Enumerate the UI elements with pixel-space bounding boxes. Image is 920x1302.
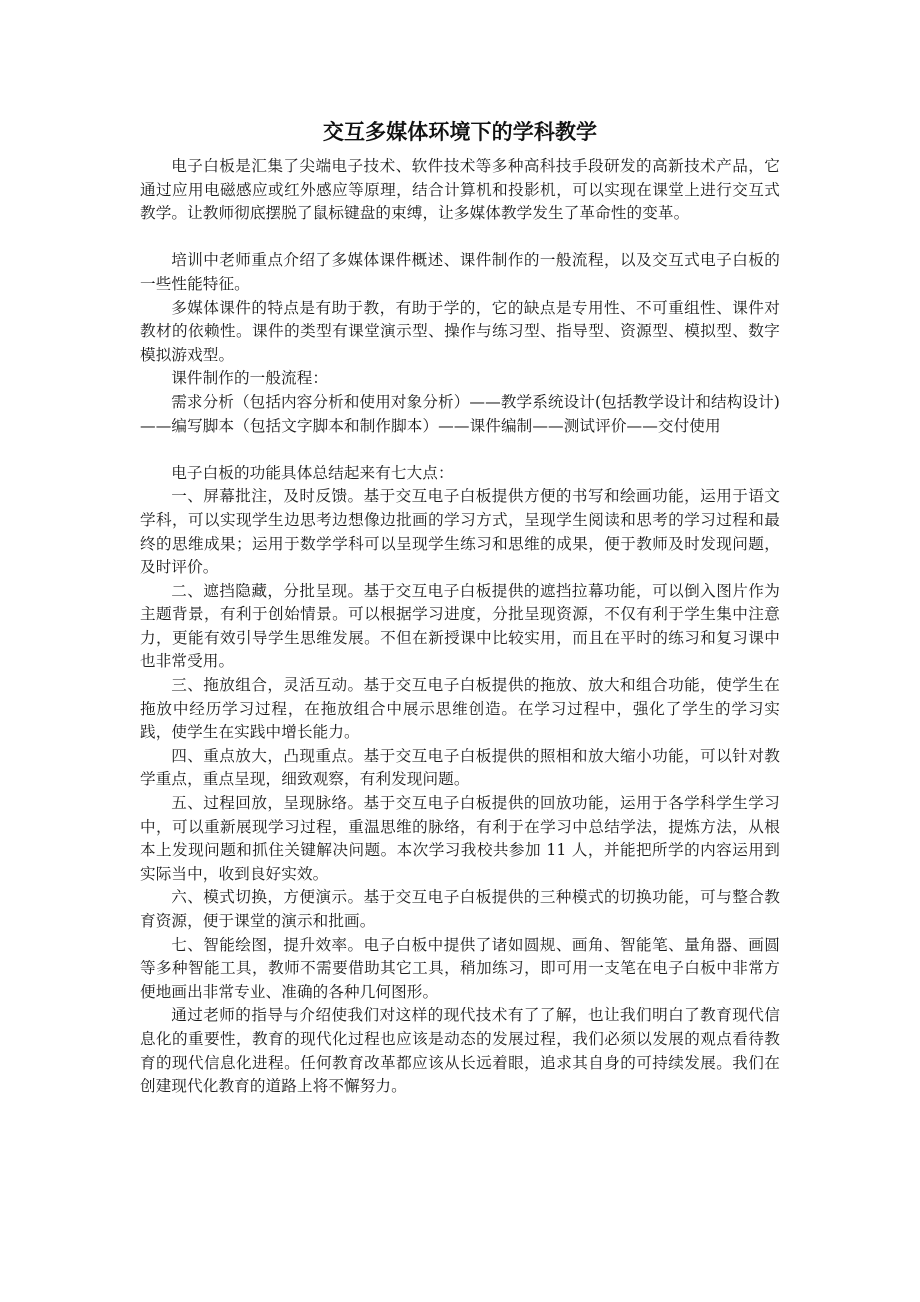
paragraph-function-2: 二、遮挡隐藏，分批呈现。基于交互电子白板提供的遮挡拉幕功能，可以倒入图片作为主题背景，有利于创始情景。可以根据学习进度，分批呈现资源，不仅有利于学生集中注意力，更能有效引导学生思维发展。不但在新授课中比较实用，而且在平时的练习和复习课中也非常受用。 xyxy=(140,581,780,671)
paragraph-functions-heading: 电子白板的功能具体总结起来有七大点： xyxy=(171,463,454,482)
paragraph-courseware-features: 多媒体课件的特点是有助于教，有助于学的，它的缺点是专用性、不可重组性、课件对教材的依赖性。课件的类型有课堂演示型、操作与练习型、指导型、资源型、模拟型、数字模拟游戏型。 xyxy=(140,298,780,364)
paragraph-process-steps: 需求分析（包括内容分析和使用对象分析）——教学系统设计(包括教学设计和结构设计)——编写脚本（包括文字脚本和制作脚本）——课件编制——测试评价——交付使用 xyxy=(140,392,780,435)
paragraph-intro: 电子白板是汇集了尖端电子技术、软件技术等多种高科技手段研发的高新技术产品，它通过应用电磁感应或红外感应等原理，结合计算机和投影机，可以实现在课堂上进行交互式教学。让教师彻底摆脱了鼠标键盘的束缚，让多媒体教学发生了革命性的变革。 xyxy=(140,157,780,223)
paragraph-function-5: 五、过程回放，呈现脉络。基于交互电子白板提供的回放功能，运用于各学科学生学习中，可以重新展现学习过程，重温思维的脉络，有利于在学习中总结学法，提炼方法，从根本上发现问题和抓住关键解决问题。本次学习我校共参加 11 人，并能把所学的内容运用到实际当中，收到良好实效。 xyxy=(140,794,780,883)
blank-line xyxy=(140,438,780,462)
paragraph-conclusion: 通过老师的指导与介绍使我们对这样的现代技术有了了解，也让我们明白了教育现代信息化的重要性，教育的现代化过程也应该是动态的发展过程，我们必须以发展的观点看待教育的现代信息化进程。任何教育改革都应该从长远着眼，追求其自身的可持续发展。我们在创建现代化教育的道路上将不懈努力。 xyxy=(140,1006,780,1096)
paragraph-function-6: 六、模式切换，方便演示。基于交互电子白板提供的三种模式的切换功能，可与整合教育资源，便于课堂的演示和批画。 xyxy=(140,888,780,930)
paragraph-function-4: 四、重点放大，凸现重点。基于交互电子白板提供的照相和放大缩小功能，可以针对教学重点，重点呈现，细致观察，有利发现问题。 xyxy=(140,746,780,789)
document-body xyxy=(140,155,780,1099)
paragraph-function-7: 七、智能绘图，提升效率。电子白板中提供了诸如圆规、画角、智能笔、量角器、画圆等多种智能工具，教师不需要借助其它工具，稍加练习，即可用一支笔在电子白板中非常方便地画出非常专业、准确的各种几何图形。 xyxy=(140,935,780,1001)
document-page xyxy=(140,118,780,1099)
paragraph-process-heading: 课件制作的一般流程： xyxy=(171,369,329,388)
document-title: 交互多媒体环境下的学科教学 xyxy=(322,120,598,144)
paragraph-function-1: 一、屏幕批注，及时反馈。基于交互电子白板提供方便的书写和绘画功能，运用于语文学科，可以实现学生边思考边想像边批画的学习方式，呈现学生阅读和思考的学习过程和最终的思维成果；运用于数学学科可以呈现学生练习和思维的成果，便于教师及时发现问题，及时评价。 xyxy=(140,487,780,577)
paragraph-function-3: 三、拖放组合，灵活互动。基于交互电子白板提供的拖放、放大和组合功能，使学生在拖放中经历学习过程，在拖放组合中展示思维创造。在学习过程中，强化了学生的学习实践，使学生在实践中增长能力。 xyxy=(140,676,780,742)
paragraph-training: 培训中老师重点介绍了多媒体课件概述、课件制作的一般流程，以及交互式电子白板的一些性能特征。 xyxy=(140,251,780,293)
blank-line xyxy=(140,226,780,250)
